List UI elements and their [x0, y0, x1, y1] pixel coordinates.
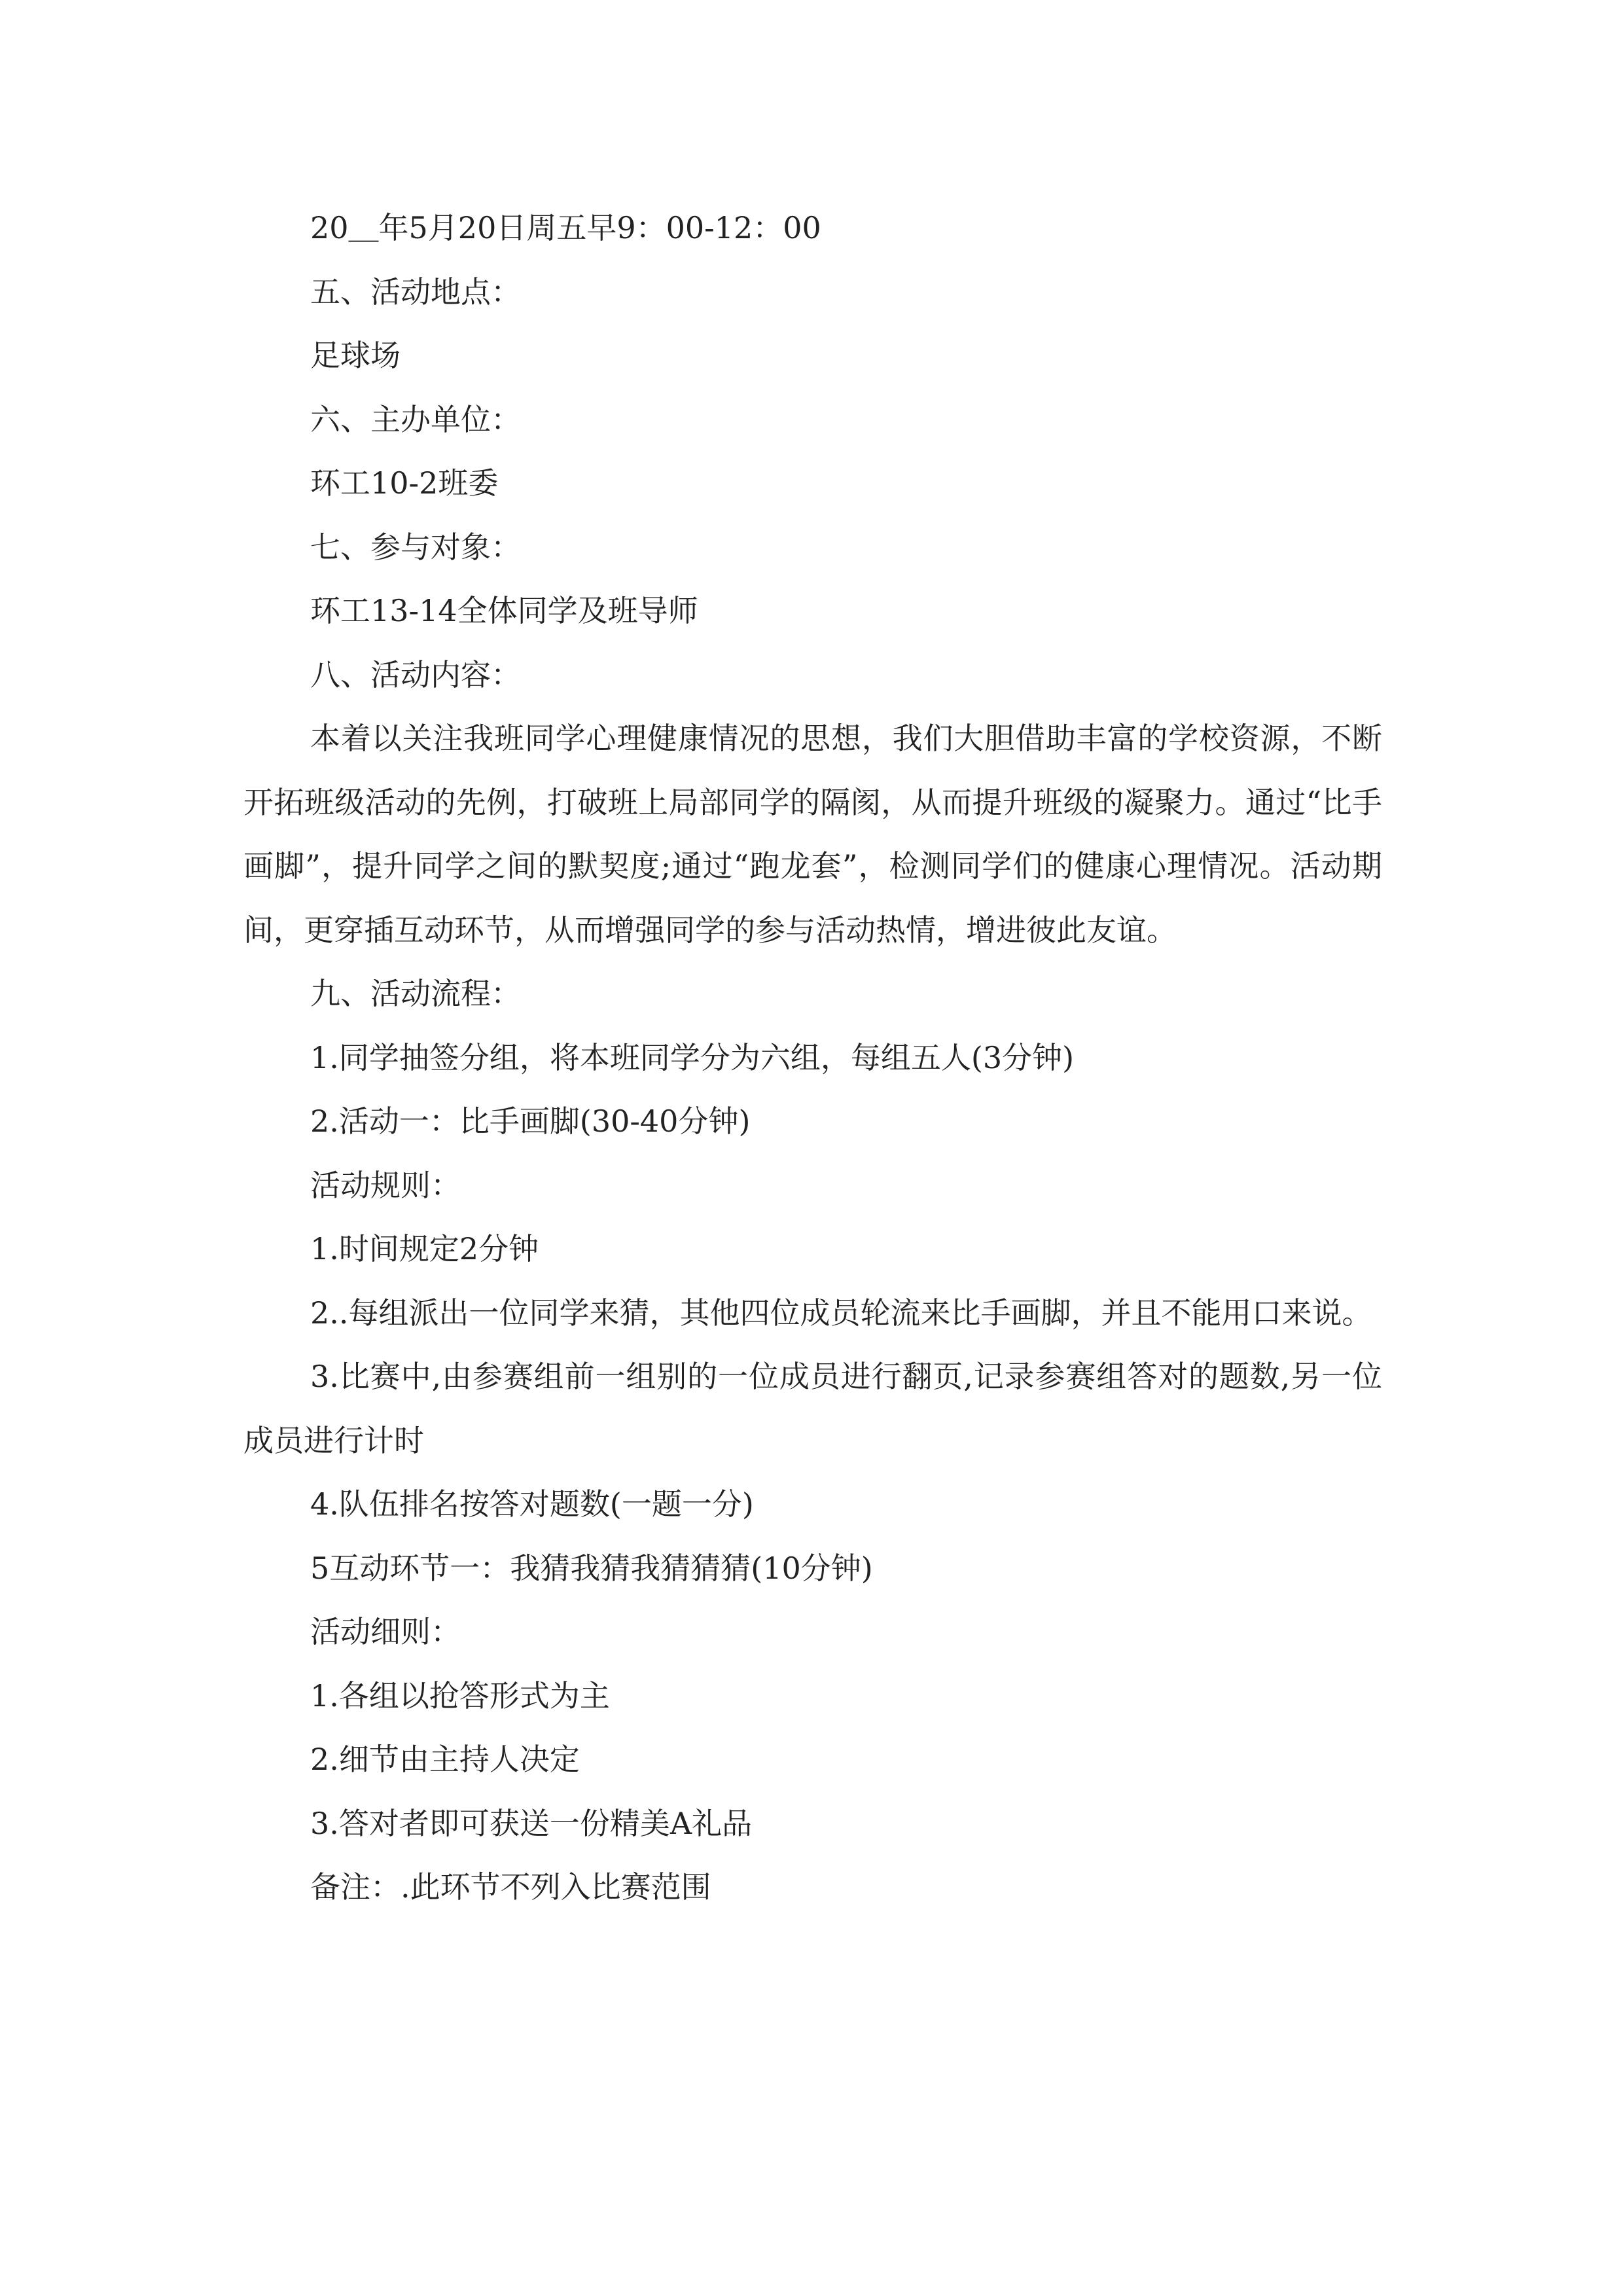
organizer-text: 环工10-2班委 [310, 465, 499, 501]
rules-heading: 活动规则： [310, 1167, 461, 1203]
rule-item-4: 4.队伍排名按答对题数(一题一分) [310, 1486, 754, 1522]
section-heading-process: 九、活动流程： [310, 976, 521, 1011]
content-paragraph: 本着以关注我班同学心理健康情况的思想，我们大胆借助丰富的学校资源，不断开拓班级活动的先例，打破班上局部同学的隔阂，从而提升班级的凝聚力。通过“比手画脚”，提升同学之间的默契度;通过“跑龙套”，检测同学们的健康心理情况。活动期间，更穿插互动环节，从而增强同学的参与活动热情，增进彼此友谊。 [243, 721, 1382, 948]
process-step-2: 2.活动一：比手画脚(30-40分钟) [310, 1103, 751, 1139]
event-time-text: 20＿年5月20日周五早9：00-12：00 [310, 210, 821, 245]
detail-item-3: 3.答对者即可获送一份精美A礼品 [310, 1805, 753, 1841]
location-text: 足球场 [310, 338, 401, 373]
section-heading-location: 五、活动地点： [310, 274, 521, 310]
detail-item-2: 2.细节由主持人决定 [310, 1742, 580, 1777]
process-step-1: 1.同学抽签分组，将本班同学分为六组，每组五人(3分钟) [310, 1039, 1075, 1075]
rule-item-2: 2..每组派出一位同学来猜，其他四位成员轮流来比手画脚，并且不能用口来说。 [310, 1295, 1372, 1331]
document-body [243, 196, 1382, 1920]
rule-item-3: 3.比赛中,由参赛组前一组别的一位成员进行翻页,记录参赛组答对的题数,另一位成员进行计时 [243, 1359, 1382, 1458]
section-heading-participants: 七、参与对象： [310, 529, 521, 565]
remark-text: 备注：.此环节不列入比赛范围 [310, 1869, 711, 1905]
details-heading: 活动细则： [310, 1614, 461, 1649]
rule-item-1: 1.时间规定2分钟 [310, 1231, 539, 1266]
participants-text: 环工13-14全体同学及班导师 [310, 593, 698, 628]
interactive-segment-1: 5互动环节一：我猜我猜我猜猜猜(10分钟) [310, 1550, 873, 1586]
section-heading-content: 八、活动内容： [310, 656, 521, 692]
detail-item-1: 1.各组以抢答形式为主 [310, 1677, 610, 1713]
section-heading-organizer: 六、主办单位： [310, 401, 521, 437]
